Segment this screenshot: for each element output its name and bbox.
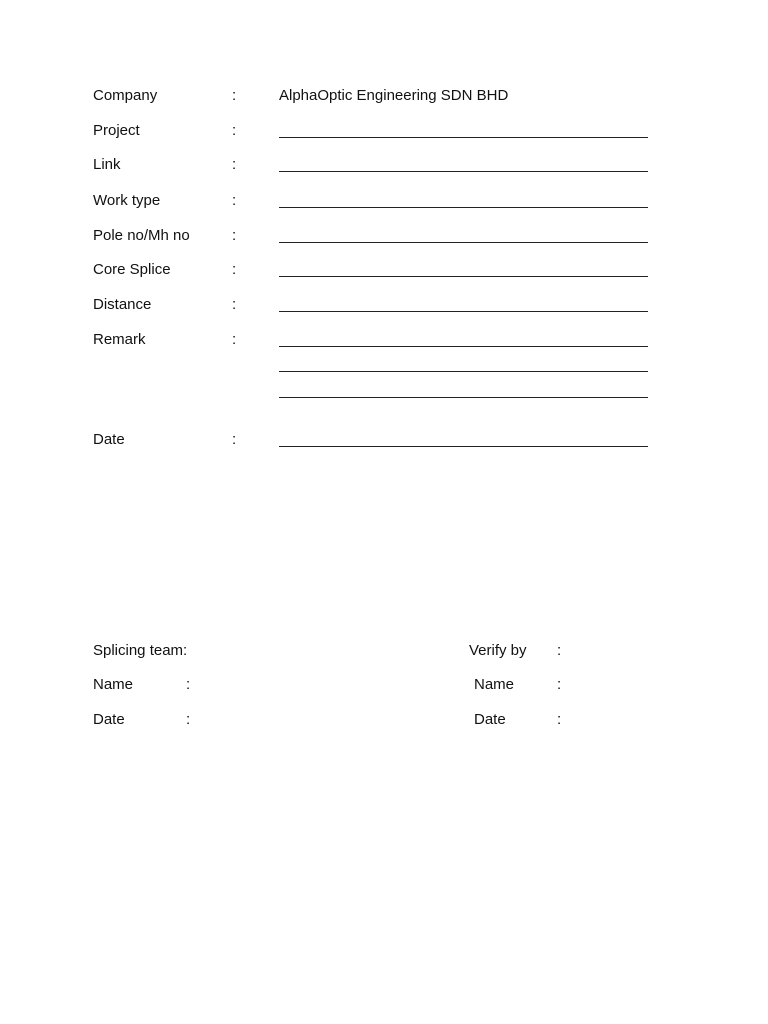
link-label: Link: [93, 156, 121, 173]
date-label: Date: [93, 431, 125, 448]
core-splice-label: Core Splice: [93, 261, 171, 278]
distance-label: Distance: [93, 296, 152, 313]
distance-colon: :: [232, 296, 237, 313]
verify-by-heading: Verify by: [469, 642, 527, 659]
work-type-field[interactable]: [279, 207, 648, 208]
project-field[interactable]: [279, 137, 648, 138]
distance-field[interactable]: [279, 311, 648, 312]
project-label: Project: [93, 122, 140, 139]
splicing-date-colon: :: [186, 711, 191, 728]
pole-no-colon: :: [232, 227, 237, 244]
core-splice-colon: :: [232, 261, 237, 278]
remark-label: Remark: [93, 331, 146, 348]
remark-field-line-3[interactable]: [279, 397, 648, 398]
verify-name-label: Name: [474, 676, 515, 693]
date-field[interactable]: [279, 446, 648, 447]
work-type-label: Work type: [93, 192, 161, 209]
company-label: Company: [93, 87, 158, 104]
remark-colon: :: [232, 331, 237, 348]
splicing-date-label: Date: [93, 711, 125, 728]
splicing-name-colon: :: [186, 676, 191, 693]
work-type-colon: :: [232, 192, 237, 209]
remark-field-line-2[interactable]: [279, 371, 648, 372]
verify-name-colon: :: [557, 676, 562, 693]
splicing-team-heading: Splicing team:: [93, 642, 188, 659]
pole-no-field[interactable]: [279, 242, 648, 243]
core-splice-field[interactable]: [279, 276, 648, 277]
link-field[interactable]: [279, 171, 648, 172]
verify-date-colon: :: [557, 711, 562, 728]
company-value: AlphaOptic Engineering SDN BHD: [279, 87, 509, 104]
date-colon: :: [232, 431, 237, 448]
verify-by-colon: :: [557, 642, 562, 659]
company-colon: :: [232, 87, 237, 104]
remark-field-line-1[interactable]: [279, 346, 648, 347]
splicing-name-label: Name: [93, 676, 134, 693]
link-colon: :: [232, 156, 237, 173]
pole-no-label: Pole no/Mh no: [93, 227, 190, 244]
project-colon: :: [232, 122, 237, 139]
verify-date-label: Date: [474, 711, 506, 728]
